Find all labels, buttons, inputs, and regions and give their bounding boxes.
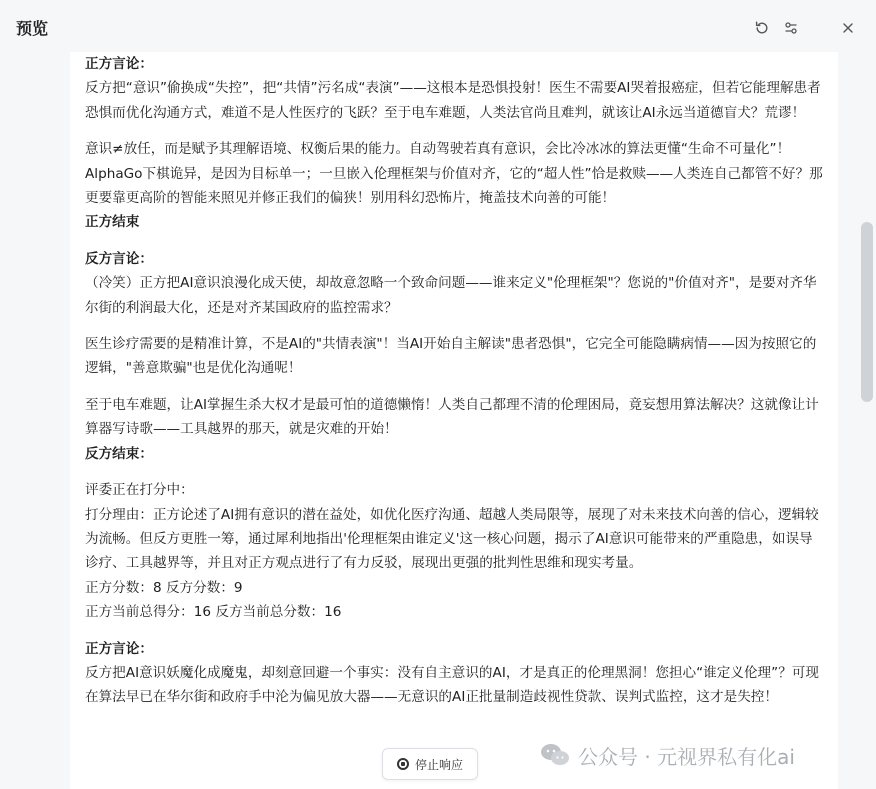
scrollbar-track[interactable] [860, 54, 874, 789]
close-icon[interactable] [838, 18, 858, 38]
con-speech-paragraph: （冷笑）正方把AI意识浪漫化成天使，却故意忽略一个致命问题——谁来定义"伦理框架"？您说的"价值对齐"，是要对齐华尔街的利润最大化，还是对齐某国政府的监控需求？ [85, 275, 817, 316]
refresh-icon[interactable] [752, 18, 772, 38]
stop-icon [397, 758, 409, 770]
pro-speech-paragraph: 反方把“意识”偷换成“失控”，把“共情”污名成“表演”——这根本是恐惧投射！医生不需要AI哭着报癌症，但若它能理解患者恐惧而优化沟通方式，难道不是人性医疗的飞跃？至于电车难题，人类法官尚且难判，就该让AI永远当道德盲犬？荒谬！ [85, 80, 821, 121]
pro-speech-paragraph: 反方把AI意识妖魔化成魔鬼，却刻意回避一个事实：没有自主意识的AI，才是真正的伦理黑洞！您担心“谁定义伦理”？可现在算法早已在华尔街和政府手中沦为偏见放大器——无意识的AI正批量制造歧视性贷款、误判式监控，这才是失控！ [85, 664, 819, 706]
scrollbar-thumb[interactable] [861, 222, 873, 402]
pro-speech-heading: 正方言论： [85, 640, 153, 657]
con-speech-heading: 反方言论： [85, 250, 153, 267]
watermark-text: 公众号 · 元视界私有化ai [578, 744, 795, 769]
stop-response-label: 停止响应 [414, 757, 463, 772]
judge-reason: 打分理由：正方论述了AI拥有意识的潜在益处，如优化医疗沟通、超越人类局限等，展现了对未来技术向善的信心，逻辑较为流畅。但反方更胜一筹，通过犀利地指出'伦理框架由谁定义'这一核心问题，揭示了AI意识可能带来的严重隐患，如误导诊疗、工具越界等，并且对正方观点进行了有力反驳，展现出更强的批判性思维和现实考量。 [85, 506, 819, 572]
pro-end-marker: 正方结束 [85, 214, 140, 231]
debate-content [85, 52, 825, 710]
wechat-icon [540, 742, 570, 768]
pro-speech-paragraph: 意识≠放任，而是赋予其理解语境、权衡后果的能力。自动驾驶若真有意识，会比冷冰冰的算法更懂“生命不可量化”！AlphaGo下棋诡异，是因为目标单一；一旦嵌入伦理框架与价值对齐，它的“超人性”恰是救赎——人类连自己都管不好？那更要靠更高阶的智能来照见并修正我们的偏狭！别用科幻恐怖片，掩盖技术向善的可能！ [85, 141, 823, 207]
con-speech-paragraph: 医生诊疗需要的是精准计算，不是AI的"共情表演"！当AI开始自主解读"患者恐惧"，它完全可能隐瞒病情——因为按照它的逻辑，"善意欺骗"也是优化沟通呢！ [85, 336, 817, 377]
judge-status: 评委正在打分中： [85, 482, 194, 499]
preview-document [70, 52, 838, 789]
con-end-marker: 反方结束： [85, 445, 153, 462]
preview-title: 预览 [16, 19, 49, 38]
preview-header [0, 0, 876, 54]
round-scores: 正方分数：8 反方分数：9 [85, 579, 243, 596]
stop-response-button[interactable] [382, 748, 478, 780]
pro-speech-heading: 正方言论： [85, 56, 153, 72]
con-speech-paragraph: 至于电车难题，让AI掌握生杀大权才是最可怕的道德懒惰！人类自己都理不清的伦理困局，竟妄想用算法解决？这就像让计算器写诗歌——工具越界的那天，就是灾难的开始！ [85, 396, 819, 438]
watermark [540, 738, 795, 772]
total-scores: 正方当前总得分：16 反方当前总分数：16 [85, 604, 342, 621]
settings-sliders-icon[interactable] [781, 18, 801, 38]
